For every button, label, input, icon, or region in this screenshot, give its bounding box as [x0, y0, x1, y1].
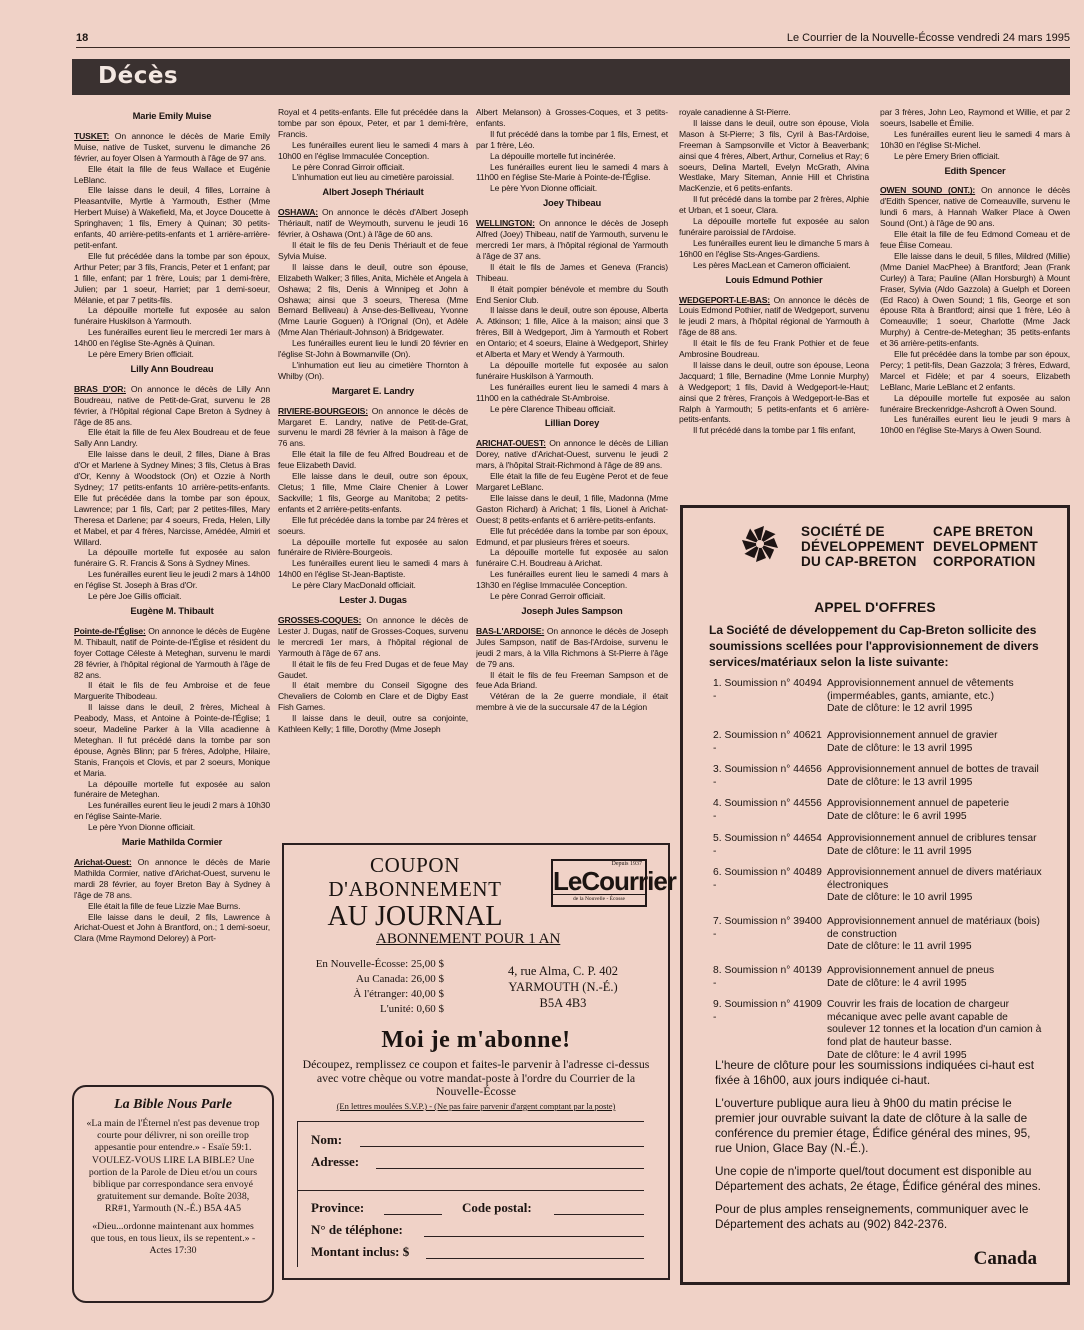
obituary-paragraph: La dépouille mortelle fut exposée au salon funéraire de Meteghan. — [74, 778, 270, 800]
newspaper-logo — [551, 859, 676, 907]
address-line: 4, rue Alma, C. P. 402 — [507, 964, 619, 978]
obituary-name: Lester J. Dugas — [339, 594, 407, 606]
obituary-paragraph: Elle laisse dans le deuil, outre son époux, Cletus; 1 fille, Mme Claire Chenier à Lower Sackville; 1 fils, George au Manitoba; 2 petits-enfants et 2 arrière-petits-enfants. — [278, 471, 468, 514]
obituary-paragraph: Elle fut précédée dans la tombe par son époux, Percy; 1 petit-fils, Dean Gazzola; 3 frères, Edward, Marcel et Fidèle; et par 4 soeurs, Elizabeth LeBlanc, Marie LeBlanc et 2 enfants. — [880, 349, 1070, 392]
obituary-paragraph: La dépouille mortelle fut exposée au salon funéraire Breckenridge-Ashcroft à Owen Sound. — [880, 392, 1070, 414]
masthead: Le Courrier de la Nouvelle-Écosse vendredi 24 mars 1995 — [786, 32, 1070, 44]
org-name-english — [933, 524, 1038, 569]
tender-description: Approvisionnement annuel de matériaux (bois) de construction — [827, 916, 1040, 940]
obituary-lead: On annonce le décès d'Albert Joseph Thériault, natif de Weymouth, survenu le jeudi 16 février, à Oshawa (Ont.) à l'âge de 60 ans. — [278, 207, 468, 240]
tender-closing-date: Date de clôture: le 13 avril 1995 — [827, 776, 973, 788]
obituary-paragraph: Elle fut précédée dans la tombe par son époux, Arthur Peter; par 3 fils, Francis, Peter et 1 enfant; par 1 fille, enfant; par 1 frère, Louis; par 1 demi-frère, Julien; par 1 soeur, Harriet; par 1 demi-soeur, Mélanie, et par 7 petits-fils. — [74, 250, 270, 305]
subscription-form — [297, 1121, 644, 1267]
obituary-lead: On annonce le décès de Margaret E. Landry, native de Petit-de-Grat, survenu le mardi 28 février à la maison à l'âge de 76 ans. — [278, 405, 468, 449]
obituary-lead: On annonce le décès de Lester J. Dugas, natif de Grosses-Coques, survenu le mercredi 1er mars, à l'hôpital régional de Yarmouth à l'âge de 67 ans. — [278, 614, 468, 658]
amount-label: Montant inclus: $ — [311, 1244, 410, 1259]
obituary-place: WELLINGTON: — [476, 218, 535, 229]
tender-advertisement — [680, 505, 1070, 1285]
obituary-paragraph: La dépouille mortelle fut exposée au salon funéraire Huskilson à Yarmouth. — [74, 305, 270, 327]
org-name-french — [801, 524, 924, 569]
obituary-paragraph: La dépouille mortelle fut incinérée. — [490, 150, 616, 161]
rate-line: À l'étranger: 40,00 $ — [353, 988, 444, 1000]
obituary-place: ARICHAT-OUEST: — [476, 438, 546, 449]
rates-list — [314, 957, 444, 1017]
tender-number: 6. Soumission n° 40489 - — [713, 867, 822, 891]
mailing-address — [498, 963, 628, 1011]
obituary-place: WEDGEPORT-LE-BAS: — [679, 294, 771, 305]
page-number: 18 — [76, 32, 89, 44]
obituary-lead: On annonce le décès de Lilly Ann Boudreau, native de Petit-de-Grat, survenu le 28 février, à l'Hôpital régional Cape Breton à Sydney à l'âge de 85 ans. — [74, 383, 270, 427]
tender-closing-date: Date de clôture: le 11 avril 1995 — [827, 941, 972, 953]
tender-intro: La Société de développement du Cap-Breton sollicite des soumissions scellées pour l'approvisionnement de divers services/matériaux selon la liste suivante: — [709, 623, 1039, 669]
bible-title: La Bible Nous Parle — [114, 1097, 232, 1112]
obituary-paragraph: Il était le fils de feu Ambroise et de feue Marguerite Thibodeau. — [74, 680, 270, 702]
obituary-paragraph: Elle laisse dans le deuil, 5 filles, Mildred (Millie) (Mme Daniel MacPhee) à Brantford; Jean (Frank Curley) à Tara; Pauline (Allan Horsburgh) à Mount Fraser, Sylvia (Aldo Gazzola) à Guelph et Doreen (Ed Raco) à Owen Sound; 1 fils, George et son épouse Rita à Brantford; ainsi que 1 frère, Léo à Comeauville; 1 soeur, Charlotte (Mme Jack Murphy) à Centre-de-Meteghan; 35 petits-enfants et 36 arrière-petits-enfants. — [880, 250, 1070, 349]
subscription-coupon — [282, 843, 676, 1280]
subscribe-call-to-action: Moi je m'abonne! — [381, 1027, 571, 1053]
coupon-note: (En lettres moulées S.V.P.) - (Ne pas faire parvenir d'argent comptant par la poste) — [336, 1101, 616, 1111]
obituary-paragraph: Il était le fils de James et Geneva (Francis) Thibeau. — [476, 261, 668, 283]
postal-code-field[interactable] — [554, 1214, 644, 1215]
obituary-paragraph: L'inhumation eut lieu au cimetière Thornton à Whilby (On). — [278, 359, 468, 381]
address-field[interactable] — [376, 1168, 644, 1169]
obituary-place: Pointe-de-l'Église: — [74, 625, 146, 636]
obituary-name: Marie Mathilda Cormier — [121, 836, 223, 848]
obituary-name: Edith Spencer — [944, 164, 1006, 176]
tender-number: 3. Soumission n° 44656 - — [713, 764, 822, 788]
obituary-paragraph: Les funérailles eurent lieu le samedi 4 mars à 11h00 en l'église Ste-Marie à Pointe-de-l'Église. — [476, 161, 668, 183]
obituary-paragraph: Elle fut précédée dans la tombe par 24 frères et soeurs. — [278, 514, 468, 536]
tender-description: Approvisionnement annuel de divers matériaux électroniques — [827, 867, 1042, 891]
obituary-paragraph: Les funérailles eurent lieu le jeudi 9 mars à 10h00 en l'église Ste-Marys à Owen Sound. — [880, 414, 1070, 436]
obituary-lead: On annonce le décès de Eugène M. Thibault, natif de Pointe-de-l'Église et résident du foyer Cottage Céleste à Meteghan, survenu le mardi 28 février, à l'hôpital régional de Yarmouth à l'âge de 82 ans. — [74, 625, 270, 680]
obituary-paragraph: Le père Emery Brien officiait. — [894, 150, 1000, 161]
bible-quote: «Dieu...ordonne maintenant aux hommes que tous, en tous lieux, ils se repentent.» -Actes 17:30 — [90, 1220, 256, 1257]
obituary-paragraph: Elle était la fille de feu Alfred Boudreau et de feue Elizabeth David. — [278, 449, 468, 471]
obituary-paragraph: Les pères MacLean et Cameron officiaient. — [693, 259, 851, 270]
canada-wordmark: Canada — [973, 1248, 1037, 1269]
obituary-paragraph: La dépouille mortelle fut exposée au salon funéraire paroissial de l'Ardoise. — [679, 216, 869, 237]
obituary-lead: On annonce le décès de Marie Emily Muise, native de Tusket, survenu le dimanche 26 février, au foyer Olsen à Yarmouth à l'âge de 97 ans. — [74, 130, 270, 163]
page-header — [76, 30, 1070, 48]
section-banner — [72, 59, 1070, 95]
org-en-line: CORPORATION — [933, 554, 1036, 569]
tender-closing-date: Date de clôture: le 4 avril 1995 — [827, 1049, 967, 1061]
obituary-paragraph: Les funérailles eurent lieu le jeudi 2 mars à 10h30 en l'église Sainte-Marie. — [74, 800, 270, 822]
obituary-paragraph: Elle était la fille de feu Eugène Perot et de feue Margaret LeBlanc. — [476, 471, 668, 492]
bible-notice — [72, 1085, 274, 1303]
obituary-continuation: royale canadienne à St-Pierre. — [679, 107, 791, 117]
phone-label: N° de téléphone: — [311, 1222, 403, 1237]
logo-name: LeCourrier — [553, 866, 676, 896]
coupon-title-line-2: AU JOURNAL — [327, 901, 503, 932]
tender-number: 2. Soumission n° 40621 - — [713, 730, 822, 754]
obituary-name: Eugène M. Thibault — [130, 604, 214, 616]
obituary-paragraph: Il laisse dans le deuil, outre son épouse, Viola Mason à St-Pierre; 3 fils, Cyril à Bas-l'Ardoise, Freeman à Sampsonville et Victor à Beaverbank; ainsi que 4 frères, Albert, Arthur, Cornelius et Ray; 6 soeurs, Delina Martell, Evelyn McGrath, Alvina Westlake, Mary Siteman, Annie Hill et Christina MacKenzie, et 6 petits-enfants. — [679, 117, 869, 194]
obituary-paragraph: Il était pompier bénévole et membre du South End Senior Club. — [476, 283, 668, 305]
obituary-continuation: par 3 frères, John Leo, Raymond et Willie, et par 2 soeurs, Isabelle et Émilie. — [880, 107, 1070, 128]
subscription-heading: ABONNEMENT POUR 1 AN — [376, 931, 561, 947]
obituary-paragraph: Il fut précédé dans la tombe par 1 fils enfant, — [693, 425, 856, 436]
obituary-paragraph: Le père Clary MacDonald officiait. — [292, 580, 416, 591]
rate-line: Au Canada: 26,00 $ — [356, 973, 444, 985]
tender-closing-date: Date de clôture: le 11 avril 1995 — [827, 845, 972, 857]
obituary-name: Margaret E. Landry — [331, 384, 415, 396]
phone-field[interactable] — [424, 1236, 644, 1237]
obituary-paragraph: Il laisse dans le deuil, outre son épouse, Alberta A. Atkinson; 1 fille, Alice à la maison; ainsi que 3 frères, Bill à Wedgeport, Jim à Yarmouth et Robert en Ontario; et 4 soeurs, Elaine à Wedgeport, Shirley et Alberta et Mary et Wendy à Yarmouth. — [476, 305, 668, 360]
org-fr-line: SOCIÉTÉ DE — [801, 524, 885, 539]
tender-closing-date: Date de clôture: le 6 avril 1995 — [827, 810, 967, 822]
obituary-paragraph: Il laisse dans le deuil, outre son épouse, Elizabeth Walker; 3 filles, Anita, Michèle et Angela à Oshawa; 2 fils, Denis à Winnipeg et John à Oshawa; ainsi que 3 soeurs, Theresa (Mme Bernard Belliveau) à Anse-des-Belliveau, Yvonne (Mme Laurie Goguen) à l'Orignal (On), et Adèle (Mme Alan Thériault-Johnson) à Bridgewater. — [278, 261, 468, 338]
obituary-paragraph: Il laisse dans le deuil, outre son épouse, Leona Jacquard; 1 fille, Bernadine (Mme Lonnie Murphy) à Wedgeport; 1 fils, David à Wedgeport-le-Haut; ainsi que 2 frères, François à Wedgeport-le-Bas et Ralph à Yarmouth; 5 petits-enfants et 6 arrière-petits-enfants. — [679, 359, 869, 425]
obituary-paragraph: Elle laisse dans le deuil, 4 filles, Lorraine à Pleasantville, Myrtle à Yarmouth, Esther (Mme Herbert Muise) à Wakefield, Ma, et Joyce Doucette à Springhaven; 1 fils, Emery à Quinan; 30 petits-enfants, 40 arrière-petits-enfants et 1 arrière-arrière-petit-enfant. — [74, 185, 270, 250]
obituary-paragraph: Le père Emery Brien officiait. — [88, 349, 194, 360]
obituary-paragraph: Le père Conrad Girroir officiait. — [292, 161, 405, 172]
obituary-paragraph: La dépouille mortelle fut exposée au salon funéraire Huskilson à Yarmouth. — [476, 359, 668, 381]
obituary-paragraph: Le père Yvon Dionne officiait. — [88, 822, 195, 833]
obituary-continuation: Royal et 4 petits-enfants. Elle fut précédée dans la tombe par son époux, Peter, et par 1 demi-frère, Francis. — [278, 107, 468, 139]
tender-number: 7. Soumission n° 39400 - — [713, 916, 822, 940]
obituary-paragraph: Les funérailles eurent lieu le samedi 4 mars à 11h00 en la cathédrale St-Ambroise. — [476, 381, 668, 403]
obituary-lead: On annonce le décès de Joseph Alfred (Joey) Thibeau, natif de Yarmouth, survenu le mercredi 1er mars, à l'hôpital régional de Yarmouth à l'âge de 37 ans. — [476, 218, 668, 261]
obituary-paragraph: Les funérailles eurent lieu le dimanche 5 mars à 16h00 en l'église Sts-Anges-Gardiens. — [679, 237, 869, 259]
tender-closing-date: Date de clôture: le 12 avril 1995 — [827, 703, 973, 715]
obituary-lead: On annonce le décès de Marie Mathilda Cormier, native d'Arichat-Ouest, survenu le mardi 28 février, au foyer Breton Bay à Sydney à l'âge de 78 ans. — [74, 857, 270, 900]
obituary-paragraph: Il laisse dans le deuil, 2 frères, Micheal à Peabody, Mass, et Antoine à Pointe-de-l'Église; 1 soeur, Madeline Parker à la Villa acadienne à Meteghan. Il fut précédé dans la tombe par son épouse, Agnès Blinn; par 5 frères, Adolphe, Hilaire, Stanis, François et Clovis, et par 2 soeurs, Monique et Maria. — [74, 702, 270, 778]
obituary-name: Louis Edmund Pothier — [725, 273, 823, 285]
obituary-paragraph: Les funérailles eurent lieu le samedi 4 mars à 14h00 en l'église St-Jean-Baptiste. — [278, 558, 468, 580]
org-fr-line: DU CAP-BRETON — [801, 554, 917, 569]
rate-line: En Nouvelle-Écosse: 25,00 $ — [315, 958, 444, 970]
obituary-column-3 — [476, 107, 668, 835]
obituary-paragraph: Les funérailles eurent lieu le samedi 4 mars à 10h30 en l'église St-Michel. — [880, 128, 1070, 150]
obituary-paragraph: Elle était la fille de feu Edmond Comeau et de feue Élise Comeau. — [880, 229, 1070, 250]
obituary-paragraph: Elle laisse dans le deuil, 2 fils, Lawrence à Arichat-Ouest et John à Brantford, on.; 1 demi-soeur, Clara (Mme Raymond Delorey) à Port- — [74, 911, 270, 944]
obituary-column-5 — [880, 107, 1070, 483]
obituary-paragraph: L'inhumation eut lieu au cimetière paroissial. — [292, 172, 454, 183]
obituary-name: Lilly Ann Boudreau — [130, 362, 214, 374]
obituary-paragraph: Elle était la fille de feu Alex Boudreau et de feue Sally Ann Landry. — [74, 427, 270, 449]
obituary-lead: On annonce le décès de Louis Edmond Pothier, natif de Wedgeport, survenu le jeudi 2 mars, à l'hôpital régional de Yarmouth à l'âge de 88 ans. — [679, 294, 869, 338]
obituary-paragraph: Les funérailles eurent lieu le lundi 20 février en l'église St-John à Bowmanville (On). — [278, 338, 468, 360]
obituary-paragraph: Il était membre du Conseil Sigogne des Chevaliers de Colomb en Clare et de Digby East Fish Games. — [278, 680, 468, 713]
coupon-title — [300, 853, 530, 933]
tender-title: APPEL D'OFFRES — [814, 600, 936, 615]
obituary-column-1 — [74, 107, 270, 1075]
province-field[interactable] — [384, 1214, 442, 1215]
address-line: YARMOUTH (N.-É.) — [508, 980, 618, 994]
obituary-place: TUSKET: — [74, 130, 110, 141]
obituary-lead: On annonce le décès d'Edith Spencer, native de Comeauville, survenu le lundi 6 mars, à Hannah Walker Place à Owen Sound (Ont.) à l'âge de 90 ans. — [880, 185, 1070, 229]
logo-since: Depuis 1937 — [611, 861, 642, 867]
obituary-place: GROSSES-COQUES: — [278, 614, 362, 625]
obituary-name: Lillian Dorey — [544, 417, 600, 429]
obituary-paragraph: Elle laisse dans le deuil, 1 fille, Madonna (Mme Gaston Richard) à Arichat; 1 fils, Lionel à Arichat-Ouest; 8 petits-enfants et 6 arrière-petits-enfants. — [476, 492, 668, 525]
org-en-line: CAPE BRETON — [933, 524, 1034, 539]
tender-number: 5. Soumission n° 44654 - — [713, 833, 822, 857]
tender-closing-date: Date de clôture: le 10 avril 1995 — [827, 892, 973, 904]
province-label: Province: — [311, 1200, 365, 1215]
tender-description: Approvisionnement annuel de papeterie — [827, 798, 1010, 809]
obituary-continuation: Albert Melanson) à Grosses-Coques, et 3 petits-enfants. — [476, 107, 668, 128]
obituary-paragraph: Elle fut précédée dans la tombe par son époux, Edmund, et par plusieurs frères et soeurs. — [476, 525, 668, 547]
obituary-paragraph: Les funérailles eurent lieu le samedi 4 mars à 10h00 en l'église Immaculée Conception. — [278, 139, 468, 161]
obituary-column-4 — [679, 107, 869, 479]
obituary-paragraph: Il était le fils de feu Freeman Sampson et de feue Ada Briand. — [476, 669, 668, 691]
address-line: B5A 4B3 — [539, 996, 587, 1010]
closing-time-notice: L'heure de clôture pour les soumissions indiquées ci-haut est fixée à 16h00, aux jours indiquée ci-haut. — [715, 1058, 1034, 1087]
address-label: Adresse: — [311, 1154, 360, 1169]
org-fr-line: DÉVELOPPEMENT — [801, 539, 925, 554]
bible-body: «La main de l'Éternel n'est pas devenue trop courte pour délivrer, ni son oreille trop appesantie pour entendre.» - Esaïe 59:1. VOULEZ-VOUS LIRE LA BIBLE? Une portion de la Parole de Dieu et/ou un cours biblique par correspondance sera envoyé gratuitement sur demande. Boîte 2038, RR#1, Yarmouth (N.-É.) B5A 4A5 — [86, 1118, 260, 1215]
obituary-lead: On annonce le décès de Lillian Dorey, native d'Arichat-Ouest, survenu le jeudi 2 mars, à l'hôpital Strait-Richmond à l'âge de 89 ans. — [476, 438, 668, 471]
obituary-paragraph: Il était le fils de feu Denis Thériault et de feue Sylvia Muise. — [278, 239, 468, 261]
tender-closing-date: Date de clôture: le 13 avril 1995 — [827, 742, 973, 754]
obituary-name: Albert Joseph Thériault — [322, 186, 424, 198]
name-label: Nom: — [311, 1132, 343, 1147]
obituary-paragraph: La dépouille mortelle fut exposée au salon funéraire C.H. Boudreau à Arichat. — [476, 547, 668, 569]
amount-field[interactable] — [426, 1258, 644, 1259]
tender-closing-date: Date de clôture: le 4 avril 1995 — [827, 977, 967, 989]
contact-notice: Pour de plus amples renseignements, communiquer avec le Département des achats au (902) 842-2376. — [715, 1202, 1029, 1231]
name-field[interactable] — [360, 1146, 644, 1147]
tender-description: Approvisionnement annuel de criblures tensar — [827, 833, 1037, 844]
obituary-name: Marie Emily Muise — [132, 110, 212, 121]
obituary-paragraph: La dépouille mortelle fut exposée au salon funéraire G. R. Francis & Sons à Sydney Mines. — [74, 547, 270, 569]
section-title: Décès — [98, 63, 179, 89]
obituary-place: Arichat-Ouest: — [74, 857, 132, 867]
obituary-paragraph: Il fut précédé dans la tombe par 2 frères, Alphie et Urban, et 1 soeur, Clara. — [679, 194, 869, 216]
tender-description: Approvisionnement annuel de gravier — [827, 730, 998, 741]
tender-description: Approvisionnement annuel de bottes de travail — [827, 764, 1039, 775]
obituary-paragraph: Le père Conrad Gerroir officiait. — [490, 591, 606, 602]
obituary-place: OWEN SOUND (ONT.): — [880, 185, 976, 196]
tender-number: 4. Soumission n° 44556 - — [713, 798, 822, 822]
logo-subtitle: de la Nouvelle - Écosse — [553, 894, 645, 903]
tender-description: Couvrir les frais de location de chargeur mécanique avec pelle avant capable de soulever 12 tonnes et la location d'un camion à fond plat de hauteur basse. — [827, 999, 1042, 1049]
obituary-paragraph: Les funérailles eurent lieu le samedi 4 mars à 13h30 en l'église Immaculée Conception. — [476, 569, 668, 591]
obituary-lead: On annonce le décès de Joseph Jules Sampson, natif de Bas-l'Ardoise, survenu le jeudi 2 mars, à la Villa Richmons à St-Pierre à l'âge de 79 ans. — [476, 625, 668, 669]
public-opening-notice: L'ouverture publique aura lieu à 9h00 du matin précise le premier jour ouvrable suivant la date de clôture à la salle de conférence du premier étage, Édifice général des mines, 95, rue Union, Glace Bay (N.-É.). — [715, 1096, 1031, 1155]
obituary-place: BAS-L'ARDOISE: — [476, 625, 545, 636]
pinwheel-logo-icon — [740, 524, 780, 564]
obituary-paragraph: Elle laisse dans le deuil, 2 filles, Diane à Bras d'Or et Marlene à Sydney Mines; 3 fils, Cletus à Bras d'Or, Kenny à Woodstock (On) et Ozzie à North Sydney; 17 petits-enfants 10 arrière-petits-enfants. Elle fut précédée dans la tombe par son époux, Lawrence; par 1 fils, Carl; par 2 petites-filles, Mary Theresa et Darlene; par 4 soeurs, Freda, Helen, Lilly et Mabel, et par 4 frères, Narcisse, Amédée, Almiri et Willard. — [74, 449, 270, 547]
obituary-paragraph: Le père Joe Gillis officiait. — [88, 591, 182, 602]
obituary-place: BRAS D'OR: — [74, 383, 126, 394]
tender-description: Approvisionnement annuel de vêtements (imperméables, gants, amiante, etc.) — [827, 678, 1014, 702]
obituary-paragraph: Le père Yvon Dionne officiait. — [490, 183, 597, 194]
postal-code-label: Code postal: — [462, 1200, 532, 1215]
obituary-name: Joseph Jules Sampson — [521, 604, 623, 616]
coupon-title-line-1: COUPON D'ABONNEMENT — [328, 853, 502, 901]
obituary-paragraph: La dépouille mortelle fut exposée au salon funéraire de Rivière-Bourgeois. — [278, 536, 468, 558]
tender-number: 1. Soumission n° 40494 - — [713, 678, 822, 702]
obituary-paragraph: Vétéran de la 2e guerre mondiale, il était membre à vie de la succursale 47 de la Légion — [476, 691, 668, 713]
obituary-paragraph: Il laisse dans le deuil, outre sa conjointe, Kathleen Kelly; 1 fille, Dorothy (Mme Joseph — [278, 713, 468, 735]
obituary-paragraph: Il était le fils de feu Fred Dugas et de feue May Gaudet. — [278, 658, 468, 680]
obituary-place: OSHAWA: — [278, 207, 319, 218]
obituary-name: Joey Thibeau — [542, 197, 602, 209]
rate-line: L'unité: 0,60 $ — [379, 1003, 444, 1015]
obituary-column-2 — [278, 107, 468, 835]
org-en-line: DEVELOPMENT — [933, 539, 1038, 554]
documents-notice: Une copie de n'importe quel/tout document est disponible au Département des achats, 2e étage, Édifice général des mines. — [715, 1164, 1041, 1193]
obituary-paragraph: Les funérailles eurent lieu le mercredi 1er mars à 14h00 en l'église Ste-Agnès à Quinan. — [74, 327, 270, 349]
address-field-line-2[interactable] — [298, 1190, 644, 1191]
obituary-paragraph: Il était le fils de feu Frank Pothier et de feue Ambrosine Boudreau. — [679, 338, 869, 360]
obituary-place: RIVIERE-BOURGEOIS: — [278, 405, 368, 416]
coupon-instructions: Découpez, remplissez ce coupon et faites-le parvenir à l'adresse ci-dessus avec votre chèque ou votre mandat-poste à l'ordre du Courrier de la Nouvelle-Écosse — [302, 1057, 650, 1098]
tender-number: 9. Soumission n° 41909 - — [713, 999, 822, 1023]
obituary-paragraph: Les funérailles eurent lieu le jeudi 2 mars à 14h00 en l'église St. Joseph à Bras d'Or. — [74, 569, 270, 591]
obituary-paragraph: Il fut précédé dans la tombe par 1 fils, Ernest, et par 1 frère, Léo. — [476, 128, 668, 150]
tender-number: 8. Soumission n° 40139 - — [713, 965, 822, 989]
obituary-paragraph: Elle était la fille de feue Lizzie Mae Burns. — [88, 900, 241, 911]
obituary-paragraph: Elle était la fille de feus Wallace et Eugénie LeBlanc. — [74, 163, 270, 185]
obituary-paragraph: Le père Clarence Thibeau officiait. — [490, 403, 616, 414]
tender-description: Approvisionnement annuel de pneus — [827, 965, 995, 976]
